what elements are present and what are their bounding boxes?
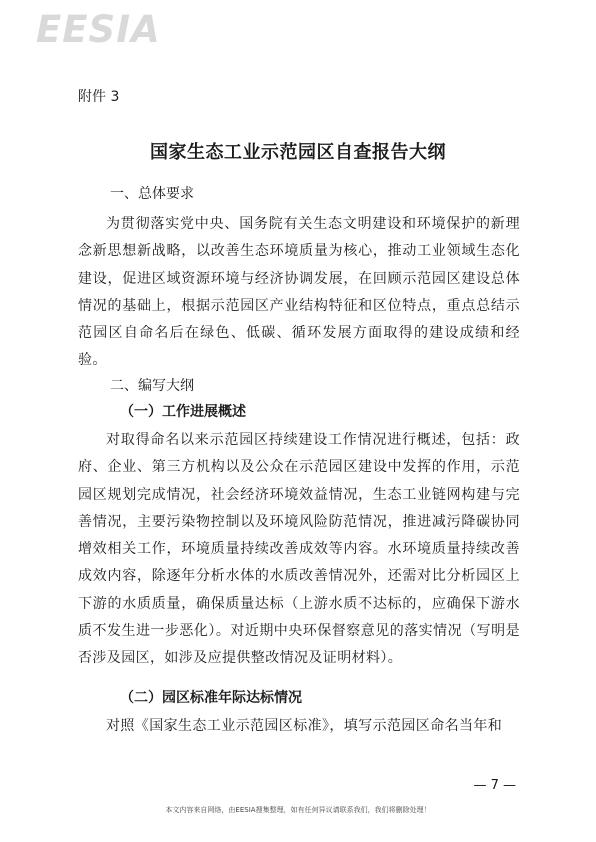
paragraph-general-requirements: 为贯彻落实党中央、国务院有关生态文明建设和环境保护的新理念新思想新战略，以改善生态环境质量为核心，推动工业领域生态化建设，促进区域资源环境与经济协调发展，在回顾示范园区建设总体情况的基础上，根据示范园区产业结构特征和区位特点，重点总结示范园区自命名后在绿色、低碳、循环发展方面取得的建设成绩和经验。 xyxy=(78,216,520,369)
page-number: — 7 — xyxy=(473,778,516,793)
paragraph-progress-overview: 对取得命名以来示范园区持续建设工作情况进行概述，包括：政府、企业、第三方机构以及公众在示范园区建设中发挥的作用，示范园区规划完成情况，社会经济环境效益情况，生态工业链网构建与完善情况，主要污染物控制以及环境风险防范情况，推进减污降碳协同增效相关工作，环境质量持续改善成效等内容。水环境质量持续改善成效内容，除逐年分析水体的水质改善情况外，还需对比分析园区上下游的水质质量，确保质量达标（上游水质不达标的，应确保下游水质不发生进一步恶化）。对近期中央环保督察意见的落实情况（写明是否涉及园区，如涉及应提供整改情况及证明材料）。 xyxy=(78,432,520,667)
paragraph-annual-compliance: 对照《国家生态工业示范园区标准》，填写示范园区命名当年和 xyxy=(106,718,503,734)
document-title: 国家生态工业示范园区自查报告大纲 xyxy=(150,142,446,163)
subsection-heading-progress-overview: （一）工作进展概述 xyxy=(120,404,246,420)
section-heading-outline: 二、编写大纲 xyxy=(110,378,194,394)
footer-disclaimer: 本文内容来自网络，由EESIA搜集整理，如有任何异议请联系我们，我们将删除处理！ xyxy=(165,806,431,814)
section-heading-general-requirements: 一、总体要求 xyxy=(110,186,194,202)
subsection-heading-annual-compliance: （二）园区标准年际达标情况 xyxy=(120,690,302,706)
eesia-watermark-logo: EESIA xyxy=(36,8,161,51)
attachment-label: 附件 3 xyxy=(78,89,120,105)
